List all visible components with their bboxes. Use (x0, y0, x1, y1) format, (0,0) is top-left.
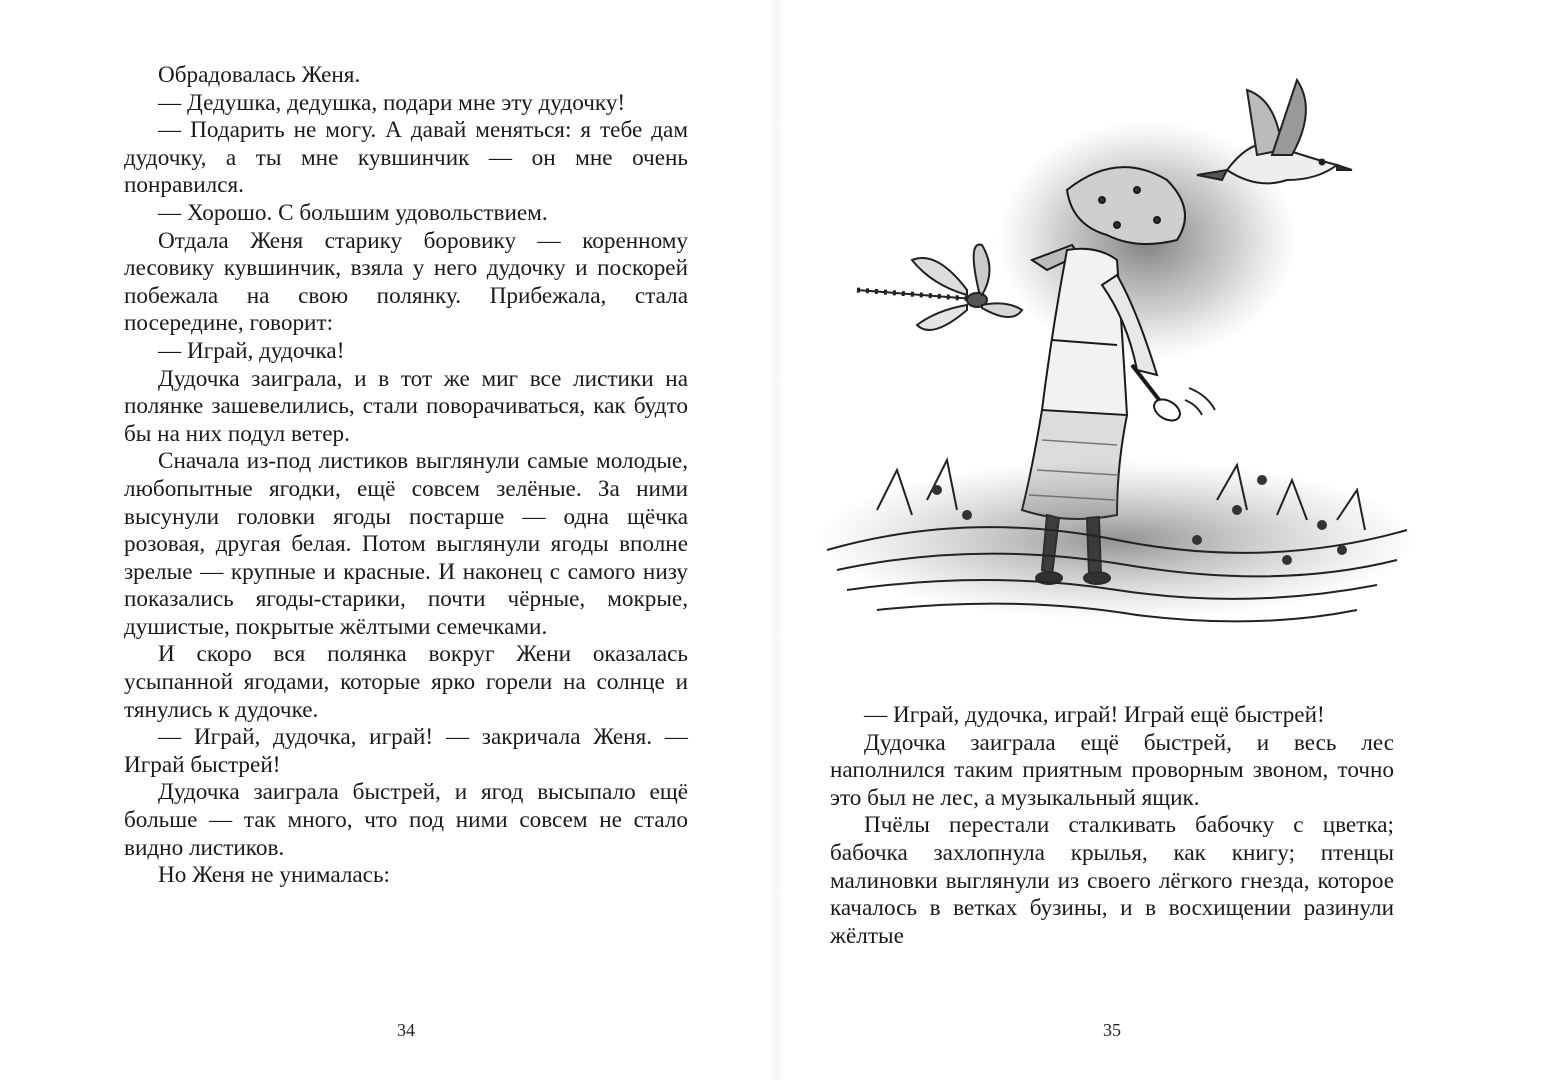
right-page (777, 0, 1555, 1080)
paragraph: И скоро вся полянка вокруг Жени оказалась усыпанной ягодами, которые ярко горели на солнце и тянулись к дудочке. (124, 641, 688, 723)
paragraph: Сначала из-под листиков выглянули самые молодые, любопытные ягодки, ещё совсем зелёные. За ними высунули головки ягоды постарше — одна щёчка розовая, другая белая. Потом выглянули ягоды вполне зрелые — крупные и красные. И наконец с самого низу показались ягоды-старики, почти чёрные, мокрые, душистые, покрытые жёлтыми семечками. (124, 448, 688, 640)
left-page-text (124, 62, 688, 890)
page-number-left: 34 (397, 1020, 415, 1040)
paragraph: Пчёлы перестали сталкивать бабочку с цветка; бабочка захлопнула крылья, как книгу; птенцы малиновки выглянули из своего лёгкого гнезда, которое качалось в ветках бузины, и в восхищении разинули жёлтые (830, 812, 1394, 949)
paragraph: Но Женя не унималась: (158, 862, 390, 889)
paragraph: Дудочка заиграла быстрей, и ягод высыпало ещё больше — так много, что под ними совсем не стало видно листиков. (124, 779, 688, 861)
dragonfly-drawing (857, 245, 1022, 330)
paragraph: Обрадовалась Женя. (158, 62, 361, 88)
paragraph: — Играй, дудочка, играй! — закричала Женя. — Играй быстрей! (124, 724, 688, 778)
illustration-girl-with-pipe (817, 70, 1417, 670)
right-page-text (830, 702, 1394, 950)
paragraph: — Дедушка, дедушка, подари мне эту дудочку! (158, 89, 626, 116)
paragraph: — Подарить не могу. А давай меняться: я тебе дам дудочку, а ты мне кувшинчик — он мне очень понравился. (124, 117, 688, 199)
paragraph: — Хорошо. С большим удовольствием. (158, 199, 548, 226)
left-page (0, 0, 777, 1080)
paragraph: — Играй, дудочка, играй! Играй ещё быстрей! (864, 702, 1325, 728)
page-number-right: 35 (1103, 1020, 1121, 1040)
paragraph: Отдала Женя старику боровику — коренному лесовику кувшинчик, взяла у него дудочку и поскорей побежала на свою полянку. Прибежала, стала посередине, говорит: (124, 227, 688, 337)
music-lines (1185, 388, 1215, 415)
paragraph: — Играй, дудочка! (158, 337, 345, 364)
paragraph: Дудочка заиграла, и в тот же миг все листики на полянке зашевелились, стали поворачиваться, как будто бы на них подул ветер. (124, 365, 688, 447)
paragraph: Дудочка заиграла ещё быстрей, и весь лес наполнился таким приятным проворным звоном, точно это был не лес, а музыкальный ящик. (830, 729, 1394, 811)
